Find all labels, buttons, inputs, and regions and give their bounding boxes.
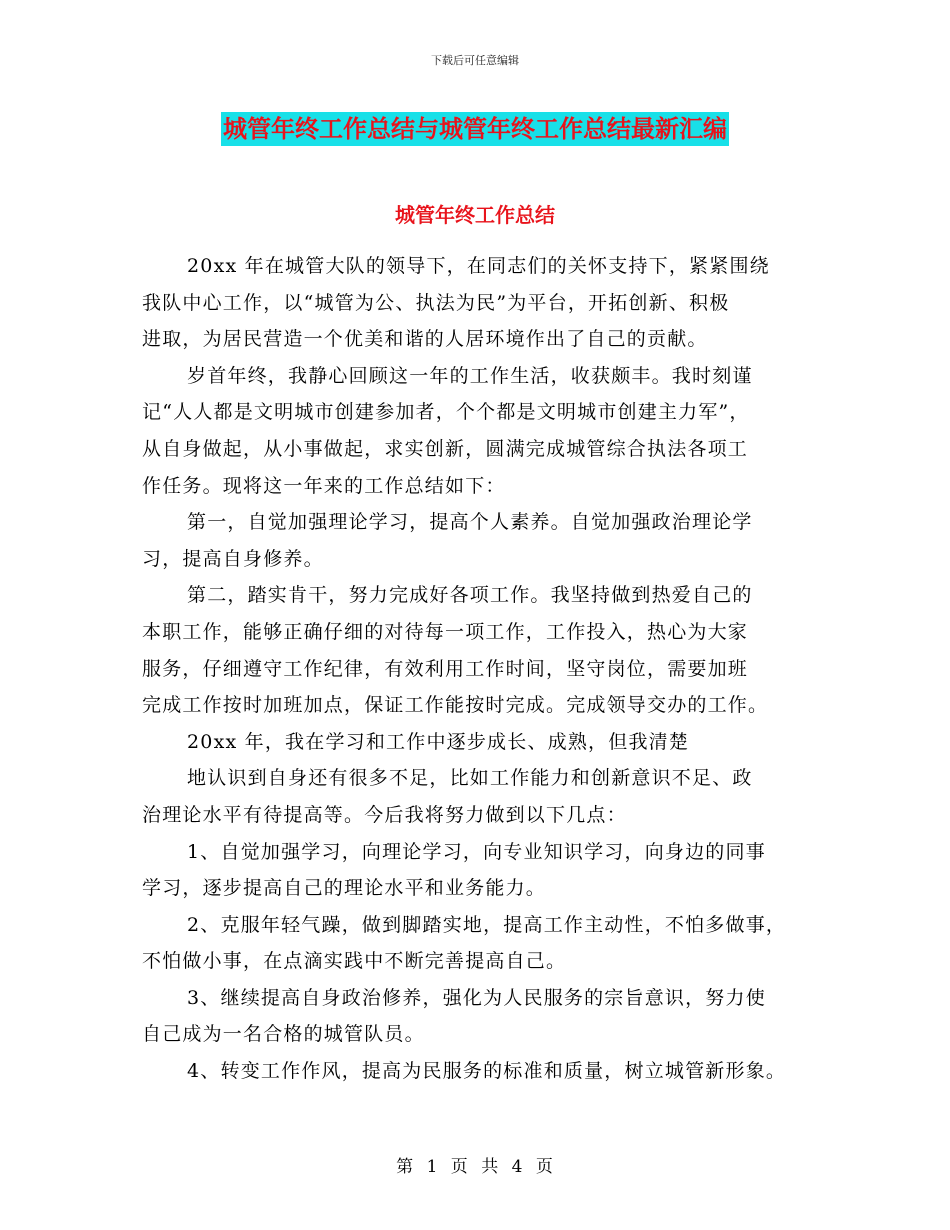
body-line: 作任务。现将这一年来的工作总结如下： — [142, 474, 506, 497]
body-line: 岁首年终，我静心回顾这一年的工作生活，收获颇丰。我时刻谨 — [187, 364, 753, 387]
body-line: 记“人人都是文明城市创建参加者，个个都是文明城市创建主力军”， — [142, 401, 750, 424]
body-line: 我队中心工作，以“城管为公、执法为民”为平台，开拓创新、积极 — [142, 291, 730, 314]
body-line: 第一，自觉加强理论学习，提高个人素养。自觉加强政治理论学 — [187, 511, 753, 534]
body-line: 20xx 年，我在学习和工作中逐步成长、成熟，但我清楚 — [187, 730, 690, 753]
body-line: 3、继续提高自身政治修养，强化为人民服务的宗旨意识，努力使 — [187, 986, 766, 1009]
document-body — [142, 248, 822, 1090]
body-line: 完成工作按时加班加点，保证工作能按时完成。完成领导交办的工作。 — [142, 694, 769, 717]
body-line: 服务，仔细遵守工作纪律，有效利用工作时间，坚守岗位，需要加班 — [142, 657, 749, 680]
body-line: 治理论水平有待提高等。今后我将努力做到以下几点： — [142, 803, 627, 826]
page-number: 第 1 页 共 4 页 — [396, 1157, 554, 1177]
body-line: 自己成为一名合格的城管队员。 — [142, 1023, 425, 1046]
body-line: 1、自觉加强学习，向理论学习，向专业知识学习，向身边的同事 — [187, 840, 766, 863]
body-line: 地认识到自身还有很多不足，比如工作能力和创新意识不足、政 — [187, 767, 753, 790]
body-line: 2、克服年轻气躁，做到脚踏实地，提高工作主动性，不怕多做事， — [187, 913, 787, 936]
body-line: 本职工作，能够正确仔细的对待每一项工作，工作投入，热心为大家 — [142, 620, 749, 643]
body-line: 第二，踏实肯干，努力完成好各项工作。我坚持做到热爱自己的 — [187, 584, 753, 607]
body-line: 20xx 年在城管大队的领导下，在同志们的关怀支持下，紧紧围绕 — [187, 255, 770, 277]
body-line: 进取，为居民营造一个优美和谐的人居环境作出了自己的贡献。 — [142, 328, 708, 351]
body-line: 从自身做起，从小事做起，求实创新，圆满完成城管综合执法各项工 — [142, 437, 749, 460]
body-line: 学习，逐步提高自己的理论水平和业务能力。 — [142, 877, 547, 900]
section-title: 城管年终工作总结 — [395, 203, 555, 227]
main-title-wrap — [0, 112, 950, 146]
document-title: 城管年终工作总结与城管年终工作总结最新汇编 — [221, 112, 729, 146]
body-line: 不怕做小事，在点滴实践中不断完善提高自己。 — [142, 950, 567, 973]
body-line: 4、转变工作作风，提高为民服务的标准和质量，树立城管新形象。 — [187, 1060, 787, 1083]
body-line: 习，提高自身修养。 — [142, 547, 324, 570]
header-note: 下载后可任意编辑 — [431, 54, 519, 67]
